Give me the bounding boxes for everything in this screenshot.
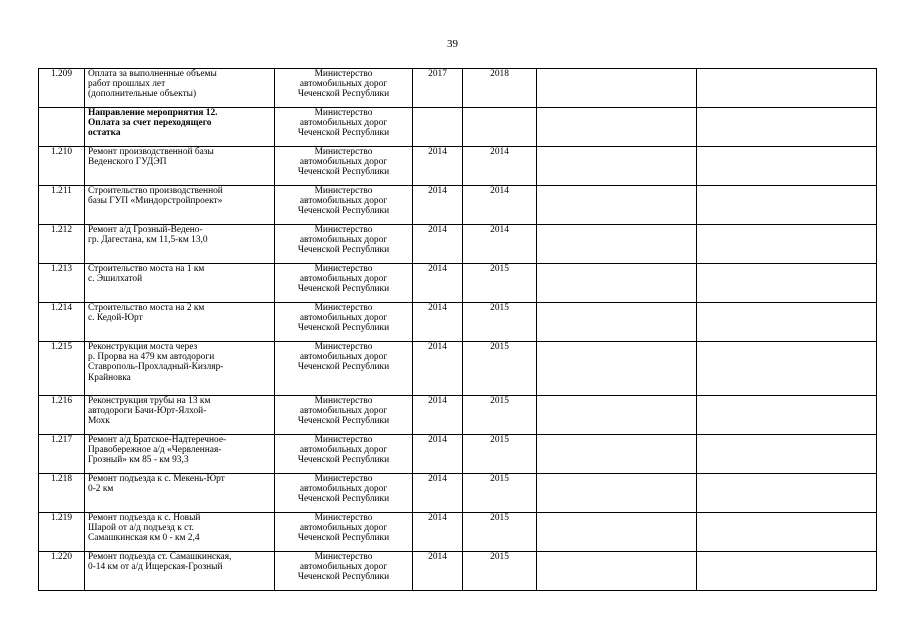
start-year-cell bbox=[413, 225, 463, 264]
start-year-text: 2014 bbox=[428, 264, 447, 274]
empty-cell bbox=[537, 435, 697, 474]
table-row bbox=[39, 69, 877, 108]
end-year-cell bbox=[463, 435, 537, 474]
activity-name-text: Направление мероприятия 12. Оплата за счет переходящего остатка bbox=[88, 108, 218, 139]
empty-cell bbox=[537, 474, 697, 513]
end-year-text: 2015 bbox=[490, 552, 509, 562]
row-number-text: 1.212 bbox=[50, 225, 73, 235]
table-row bbox=[39, 225, 877, 264]
responsible-org-cell bbox=[275, 435, 413, 474]
responsible-org-text: Министерство автомобильных дорог Чеченской Республики bbox=[297, 147, 390, 178]
responsible-org-cell bbox=[275, 513, 413, 552]
row-number-text: 1.219 bbox=[50, 513, 73, 523]
activity-name-cell bbox=[85, 147, 275, 186]
activity-name-cell bbox=[85, 435, 275, 474]
responsible-org-cell bbox=[275, 342, 413, 396]
table-row bbox=[39, 186, 877, 225]
table-row bbox=[39, 435, 877, 474]
start-year-cell bbox=[413, 342, 463, 396]
row-number-cell bbox=[39, 474, 85, 513]
activity-name-cell bbox=[85, 513, 275, 552]
end-year-text: 2015 bbox=[490, 303, 509, 313]
row-number-cell bbox=[39, 225, 85, 264]
activity-name-text: Ремонт а/д Братское-Надтеречное- Правобережное а/д «Червленная- Грозный» км 85 - км 93,3 bbox=[88, 435, 227, 466]
end-year-text: 2014 bbox=[490, 186, 509, 196]
empty-cell bbox=[537, 264, 697, 303]
row-number-text: 1.218 bbox=[50, 474, 73, 484]
empty-cell bbox=[697, 342, 877, 396]
empty-cell bbox=[697, 474, 877, 513]
empty-cell bbox=[537, 513, 697, 552]
start-year-cell bbox=[413, 513, 463, 552]
end-year-cell bbox=[463, 552, 537, 591]
responsible-org-cell bbox=[275, 552, 413, 591]
start-year-cell bbox=[413, 552, 463, 591]
row-number-cell bbox=[39, 108, 85, 147]
responsible-org-text: Министерство автомобильных дорог Чеченской Республики bbox=[297, 513, 390, 544]
start-year-text: 2014 bbox=[428, 186, 447, 196]
start-year-text: 2017 bbox=[428, 69, 447, 79]
end-year-text: 2015 bbox=[490, 264, 509, 274]
table-row bbox=[39, 474, 877, 513]
responsible-org-text: Министерство автомобильных дорог Чеченской Республики bbox=[297, 342, 390, 373]
end-year-cell bbox=[463, 108, 537, 147]
row-number-text: 1.216 bbox=[50, 396, 73, 406]
empty-cell bbox=[537, 225, 697, 264]
activity-name-cell bbox=[85, 186, 275, 225]
responsible-org-cell bbox=[275, 303, 413, 342]
end-year-cell bbox=[463, 225, 537, 264]
row-number-text: 1.214 bbox=[50, 303, 73, 313]
empty-cell bbox=[697, 435, 877, 474]
row-number-text: 1.213 bbox=[50, 264, 73, 274]
start-year-text: 2014 bbox=[428, 396, 447, 406]
responsible-org-text: Министерство автомобильных дорог Чеченской Республики bbox=[297, 186, 390, 217]
row-number-text: 1.209 bbox=[50, 69, 73, 79]
responsible-org-cell bbox=[275, 186, 413, 225]
responsible-org-text: Министерство автомобильных дорог Чеченской Республики bbox=[297, 396, 390, 427]
empty-cell bbox=[537, 147, 697, 186]
end-year-text: 2014 bbox=[490, 225, 509, 235]
empty-cell bbox=[697, 513, 877, 552]
activity-name-cell bbox=[85, 396, 275, 435]
end-year-cell bbox=[463, 396, 537, 435]
row-number-text: 1.215 bbox=[50, 342, 73, 352]
row-number-cell bbox=[39, 513, 85, 552]
start-year-text: 2014 bbox=[428, 303, 447, 313]
empty-cell bbox=[537, 186, 697, 225]
empty-cell bbox=[537, 69, 697, 108]
table-row bbox=[39, 396, 877, 435]
responsible-org-cell bbox=[275, 396, 413, 435]
row-number-text: 1.220 bbox=[50, 552, 73, 562]
start-year-cell bbox=[413, 108, 463, 147]
responsible-org-text: Министерство автомобильных дорог Чеченской Республики bbox=[297, 264, 390, 295]
empty-cell bbox=[537, 108, 697, 147]
row-number-cell bbox=[39, 303, 85, 342]
start-year-text: 2014 bbox=[428, 513, 447, 523]
activity-name-cell bbox=[85, 474, 275, 513]
responsible-org-text: Министерство автомобильных дорог Чеченской Республики bbox=[297, 69, 390, 100]
table-row bbox=[39, 342, 877, 396]
row-number-cell bbox=[39, 147, 85, 186]
start-year-cell bbox=[413, 396, 463, 435]
start-year-cell bbox=[413, 264, 463, 303]
start-year-cell bbox=[413, 69, 463, 108]
activity-name-cell bbox=[85, 303, 275, 342]
start-year-text: 2014 bbox=[428, 435, 447, 445]
end-year-cell bbox=[463, 303, 537, 342]
start-year-cell bbox=[413, 147, 463, 186]
empty-cell bbox=[697, 147, 877, 186]
responsible-org-cell bbox=[275, 225, 413, 264]
start-year-text: 2014 bbox=[428, 552, 447, 562]
table-row bbox=[39, 264, 877, 303]
empty-cell bbox=[537, 303, 697, 342]
activity-name-cell bbox=[85, 342, 275, 396]
responsible-org-cell bbox=[275, 264, 413, 303]
activity-name-cell bbox=[85, 264, 275, 303]
activity-name-cell bbox=[85, 108, 275, 147]
activity-name-cell bbox=[85, 552, 275, 591]
end-year-cell bbox=[463, 147, 537, 186]
empty-cell bbox=[697, 303, 877, 342]
table-row bbox=[39, 147, 877, 186]
start-year-text: 2014 bbox=[428, 225, 447, 235]
activity-name-text: Ремонт подъезда к с. Мекень-Юрт 0-2 км bbox=[88, 474, 225, 495]
empty-cell bbox=[697, 552, 877, 591]
responsible-org-cell bbox=[275, 147, 413, 186]
empty-cell bbox=[697, 264, 877, 303]
responsible-org-text: Министерство автомобильных дорог Чеченской Республики bbox=[297, 435, 390, 466]
responsible-org-cell bbox=[275, 108, 413, 147]
section-heading-row bbox=[39, 108, 877, 147]
start-year-cell bbox=[413, 186, 463, 225]
end-year-cell bbox=[463, 513, 537, 552]
activity-name-text: Строительство моста на 2 км с. Кедой-Юрт bbox=[88, 303, 205, 324]
row-number-text: 1.210 bbox=[50, 147, 73, 157]
empty-cell bbox=[697, 186, 877, 225]
program-activities-table bbox=[38, 68, 877, 591]
start-year-cell bbox=[413, 435, 463, 474]
page-number: 39 bbox=[447, 38, 458, 50]
empty-cell bbox=[697, 225, 877, 264]
end-year-text: 2015 bbox=[490, 474, 509, 484]
activity-name-text: Оплата за выполненные объемы работ прошлых лет (дополнительные объекты) bbox=[88, 69, 217, 100]
end-year-cell bbox=[463, 186, 537, 225]
end-year-text: 2015 bbox=[490, 513, 509, 523]
row-number-cell bbox=[39, 186, 85, 225]
empty-cell bbox=[537, 396, 697, 435]
end-year-text: 2015 bbox=[490, 342, 509, 352]
end-year-cell bbox=[463, 264, 537, 303]
end-year-text: 2015 bbox=[490, 435, 509, 445]
responsible-org-cell bbox=[275, 69, 413, 108]
row-number-cell bbox=[39, 264, 85, 303]
activity-name-text: Реконструкция трубы на 13 км автодороги Бачи-Юрт-Ялхой- Мохк bbox=[88, 396, 211, 427]
empty-cell bbox=[697, 108, 877, 147]
table-row bbox=[39, 303, 877, 342]
activity-name-text: Строительство производственной базы ГУП «Миндорстройпроект» bbox=[88, 186, 223, 207]
activity-name-text: Ремонт производственной базы Веденского ГУДЭП bbox=[88, 147, 214, 168]
row-number-text: 1.217 bbox=[50, 435, 73, 445]
end-year-text: 2015 bbox=[490, 396, 509, 406]
responsible-org-text: Министерство автомобильных дорог Чеченской Республики bbox=[297, 303, 390, 334]
activity-name-text: Ремонт а/д Грозный-Ведено- гр. Дагестана, км 11,5-км 13,0 bbox=[88, 225, 208, 246]
row-number-cell bbox=[39, 69, 85, 108]
responsible-org-cell bbox=[275, 474, 413, 513]
empty-cell bbox=[697, 69, 877, 108]
row-number-cell bbox=[39, 396, 85, 435]
end-year-cell bbox=[463, 474, 537, 513]
end-year-text: 2018 bbox=[490, 69, 509, 79]
start-year-cell bbox=[413, 474, 463, 513]
row-number-cell bbox=[39, 552, 85, 591]
empty-cell bbox=[537, 552, 697, 591]
activity-name-text: Реконструкция моста через р. Прорва на 479 км автодороги Ставрополь-Прохладный-Кизляр- Крайновка bbox=[88, 342, 224, 383]
start-year-cell bbox=[413, 303, 463, 342]
end-year-cell bbox=[463, 69, 537, 108]
row-number-text: 1.211 bbox=[51, 186, 72, 196]
table-row bbox=[39, 552, 877, 591]
start-year-text: 2014 bbox=[428, 474, 447, 484]
empty-cell bbox=[697, 396, 877, 435]
responsible-org-text: Министерство автомобильных дорог Чеченской Республики bbox=[297, 474, 390, 505]
responsible-org-text: Министерство автомобильных дорог Чеченской Республики bbox=[297, 225, 390, 256]
responsible-org-text: Министерство автомобильных дорог Чеченской Республики bbox=[297, 552, 390, 583]
end-year-text: 2014 bbox=[490, 147, 509, 157]
start-year-text: 2014 bbox=[428, 147, 447, 157]
start-year-text: 2014 bbox=[428, 342, 447, 352]
end-year-cell bbox=[463, 342, 537, 396]
activity-name-text: Строительство моста на 1 км с. Эшилхатой bbox=[88, 264, 205, 285]
empty-cell bbox=[537, 342, 697, 396]
row-number-cell bbox=[39, 342, 85, 396]
row-number-cell bbox=[39, 435, 85, 474]
activity-name-text: Ремонт подъезда к с. Новый Шарой от а/д подъезд к ст. Самашкинская км 0 - км 2,4 bbox=[88, 513, 201, 544]
activity-name-cell bbox=[85, 225, 275, 264]
table-row bbox=[39, 513, 877, 552]
activity-name-cell bbox=[85, 69, 275, 108]
responsible-org-text: Министерство автомобильных дорог Чеченской Республики bbox=[297, 108, 390, 139]
activity-name-text: Ремонт подъезда ст. Самашкинская, 0-14 км от а/д Ищерская-Грозный bbox=[88, 552, 232, 573]
